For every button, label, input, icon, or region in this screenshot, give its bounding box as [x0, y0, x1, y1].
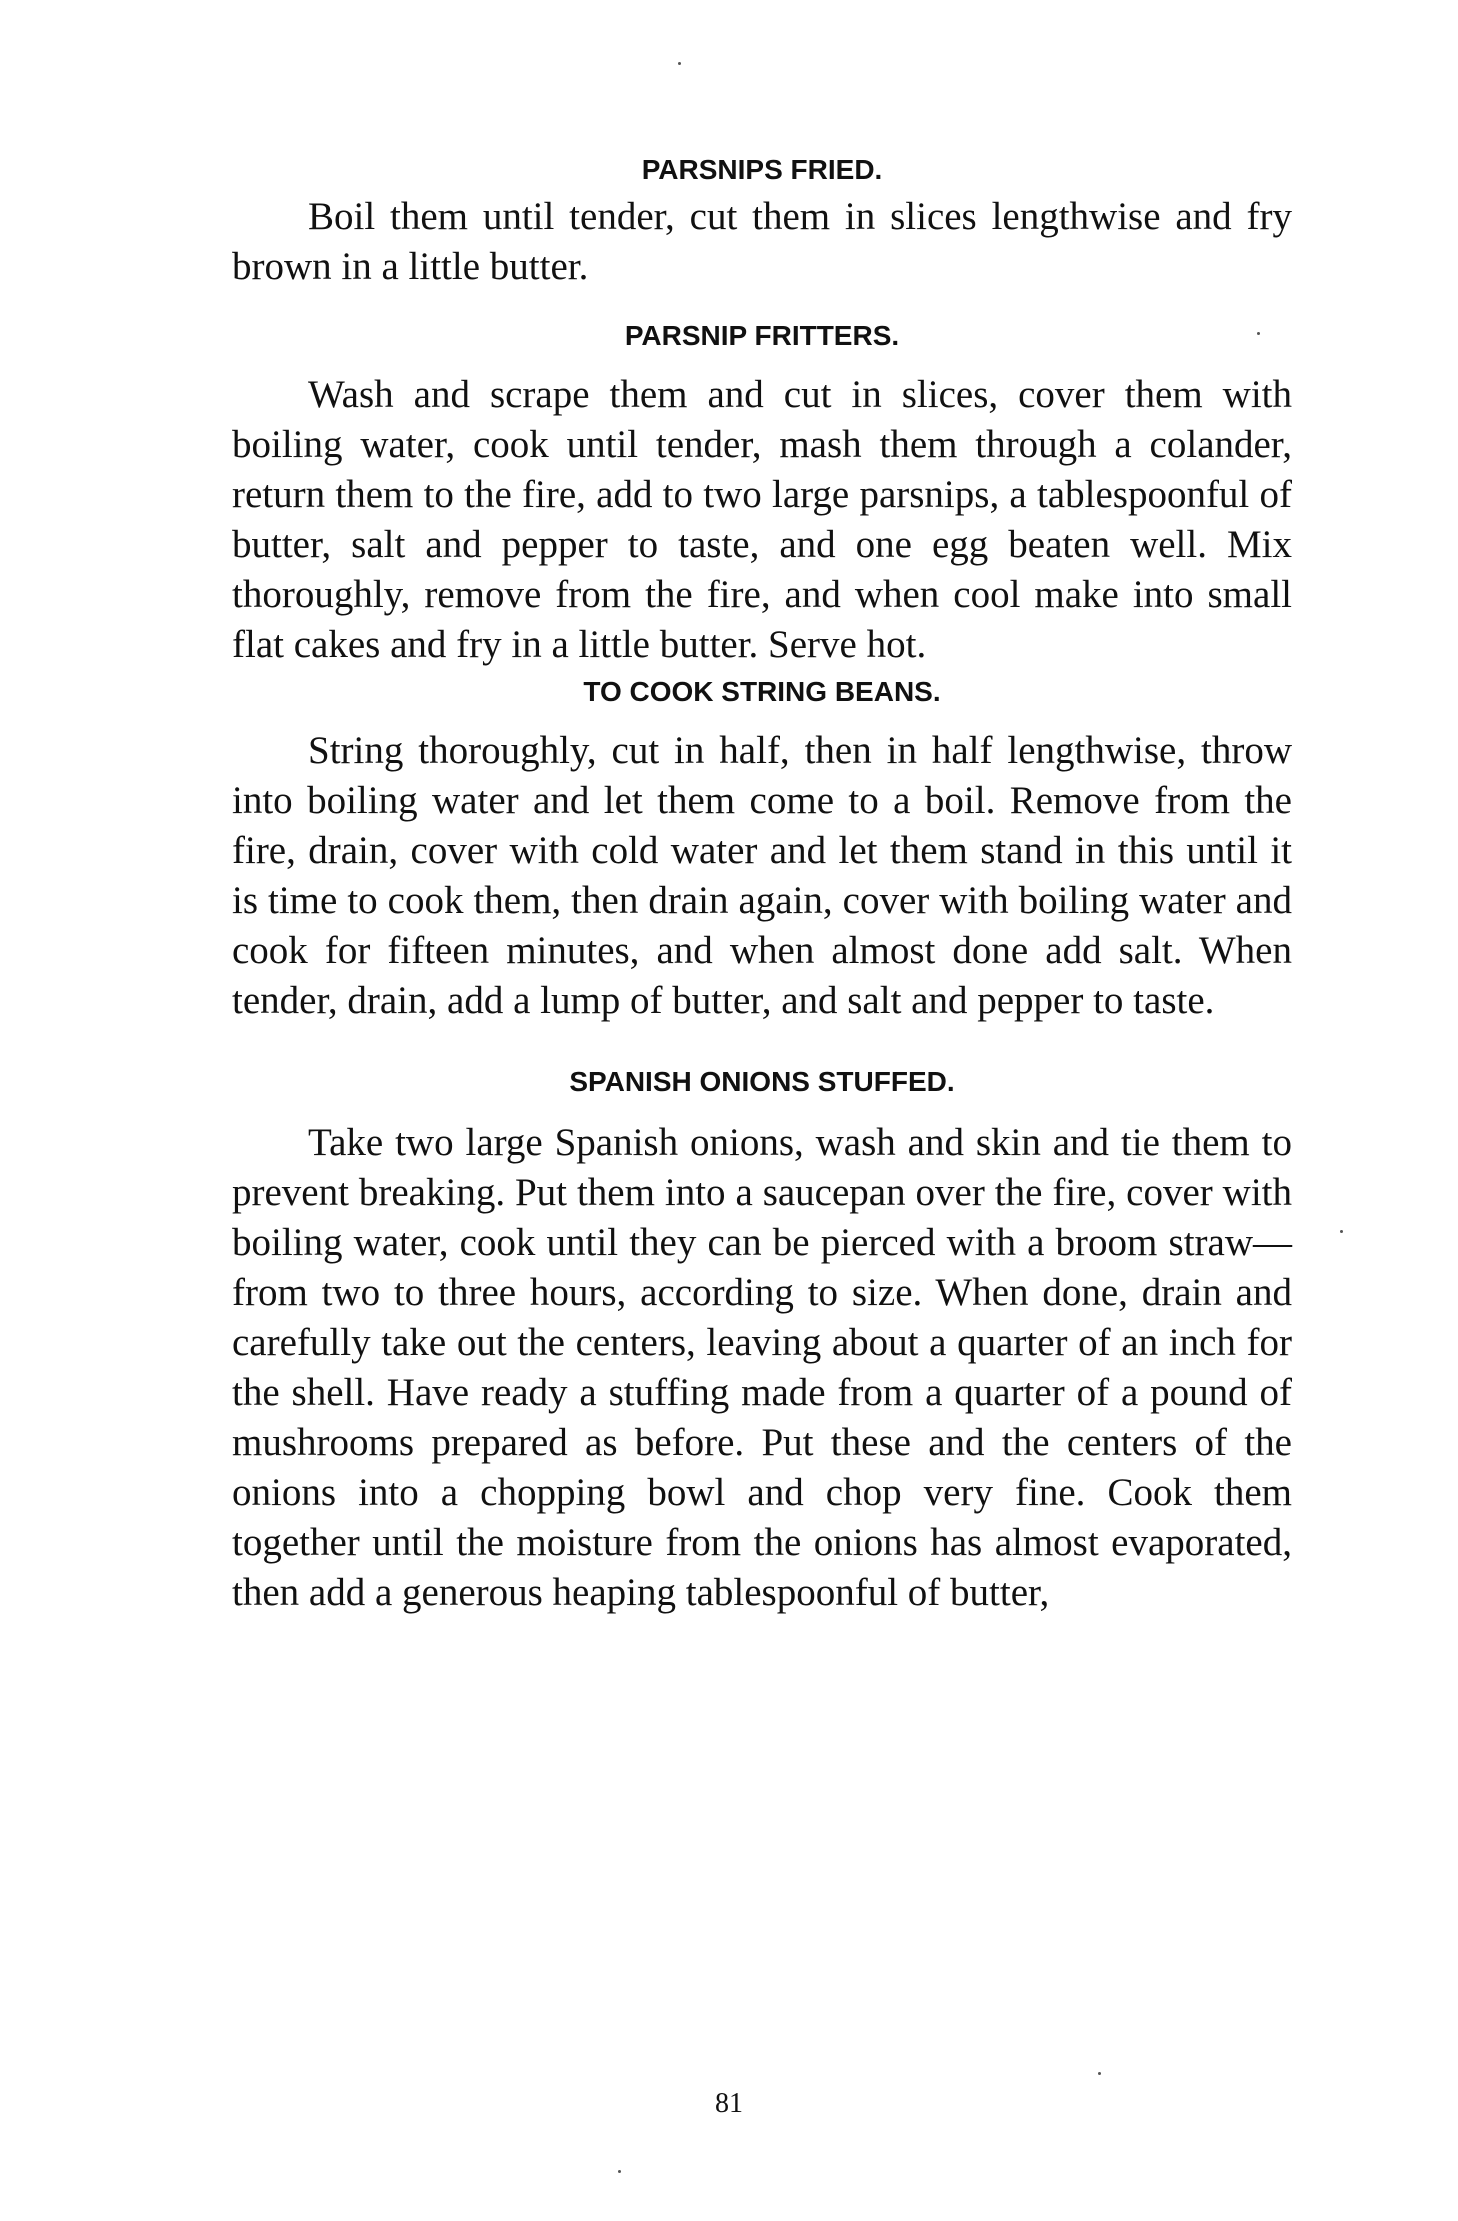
- scan-speck: [1340, 1230, 1343, 1233]
- page-number: 81: [715, 2088, 743, 2119]
- heading-spanish-onions: SPANISH ONIONS STUFFED.: [569, 1066, 955, 1097]
- recipe-parsnip-fritters: Wash and scrape them and cut in slices, cover them with boiling water, cook until tender, mash them through a colander, return them to the fire, add to two large parsnips, a tablespoonful of butter, salt and pepper to taste, and one egg beaten well. Mix thoroughly, remove from the fire, and when cool make into small flat cakes and fry in a little butter. Serve hot.: [232, 373, 1292, 666]
- book-page: [232, 150, 1292, 1618]
- scan-speck: [1257, 332, 1260, 335]
- heading-string-beans: TO COOK STRING BEANS.: [583, 676, 941, 707]
- recipe-string-beans: String thoroughly, cut in half, then in half lengthwise, throw into boiling water and let them come to a boil. Remove from the fire, drain, cover with cold water and let them stand in this until it is time to cook them, then drain again, cover with boiling water and cook for fifteen minutes, and when almost done add salt. When tender, drain, add a lump of butter, and salt and pepper to taste.: [232, 729, 1292, 1022]
- scan-speck: [618, 2170, 621, 2173]
- heading-parsnips-fried: PARSNIPS FRIED.: [641, 154, 883, 185]
- scan-speck: [678, 62, 681, 65]
- heading-parsnip-fritters: PARSNIP FRITTERS.: [624, 320, 900, 351]
- recipe-parsnips-fried: Boil them until tender, cut them in slices lengthwise and fry brown in a little butter.: [232, 195, 1292, 288]
- recipe-spanish-onions: Take two large Spanish onions, wash and skin and tie them to prevent breaking. Put them into a saucepan over the fire, cover with boiling water, cook until they can be pierced with a broom straw—from two to three hours, according to size. When done, drain and carefully take out the centers, leaving about a quarter of an inch for the shell. Have ready a stuffing made from a quarter of a pound of mushrooms prepared as before. Put these and the centers of the onions into a chopping bowl and chop very fine. Cook them together until the moisture from the onions has almost evaporated, then add a generous heaping tablespoonful of butter,: [232, 1121, 1292, 1614]
- scan-speck: [1098, 2072, 1101, 2075]
